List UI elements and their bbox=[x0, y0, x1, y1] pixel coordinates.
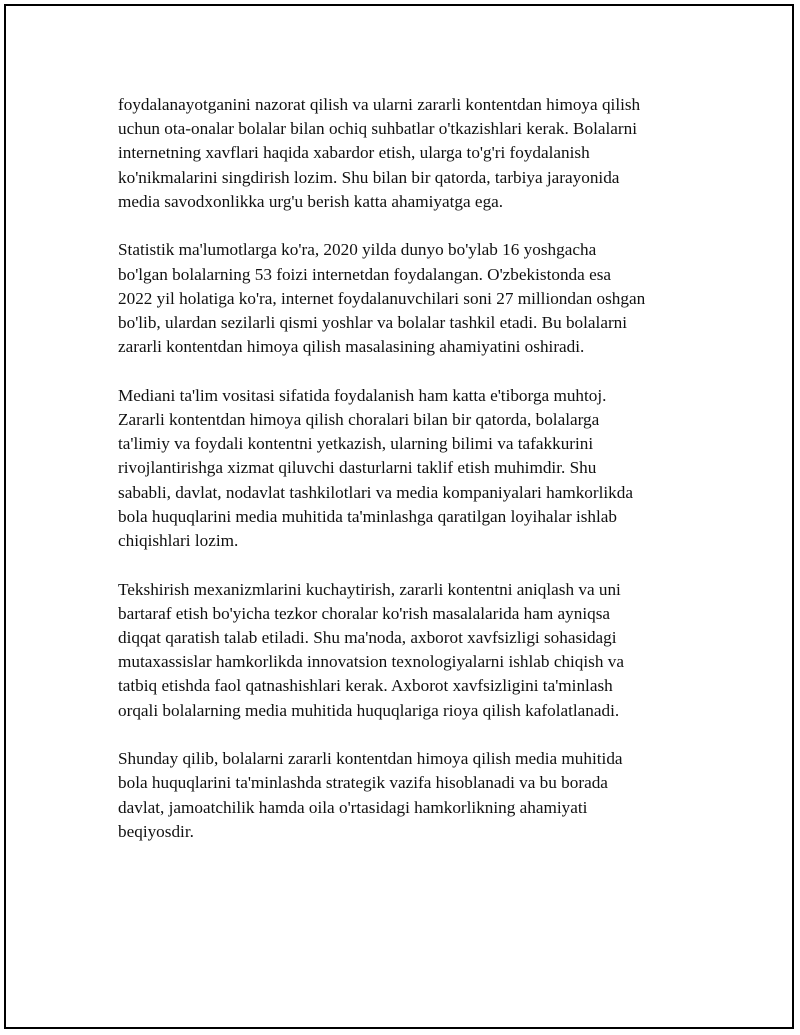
text-line: ko'nikmalarini singdirish lozim. Shu bilan bir qatorda, tarbiya jarayonida bbox=[118, 167, 620, 187]
text-line: bola huquqlarini ta'minlashda strategik vazifa hisoblanadi va bu borada bbox=[118, 773, 608, 793]
text-line: Zararli kontentdan himoya qilish choralari bilan bir qatorda, bolalarga bbox=[118, 410, 600, 430]
text-line: davlat, jamoatchilik hamda oila o'rtasidagi hamkorlikning ahamiyati bbox=[118, 797, 588, 817]
paragraph-5 bbox=[118, 747, 698, 844]
text-line: bartaraf etish bo'yicha tezkor choralar ko'rish masalalarida ham ayniqsa bbox=[118, 603, 611, 623]
text-line: foydalanayotganini nazorat qilish va ularni zararli kontentdan himoya qilish bbox=[118, 95, 641, 114]
text-line: tatbiq etishda faol qatnashishlari kerak. Axborot xavfsizligini ta'minlash bbox=[118, 676, 613, 696]
text-line: rivojlantirishga xizmat qiluvchi dasturlarni taklif etish muhimdir. Shu bbox=[118, 458, 597, 478]
text-line: bo'lgan bolalarning 53 foizi internetdan foydalangan. O'zbekistonda esa bbox=[118, 264, 612, 284]
text-line: Mediani ta'lim vositasi sifatida foydalanish ham katta e'tiborga muhtoj. bbox=[118, 385, 607, 405]
text-line: chiqishlari lozim. bbox=[118, 531, 239, 551]
document-body bbox=[118, 93, 698, 868]
text-line: Tekshirish mexanizmlarini kuchaytirish, zararli kontentni aniqlash va uni bbox=[118, 579, 621, 599]
paragraph-3 bbox=[118, 384, 698, 553]
text-line: orqali bolalarning media muhitida huquqlariga rioya qilish kafolatlanadi. bbox=[118, 700, 620, 720]
text-line: media savodxonlikka urg'u berish katta ahamiyatga ega. bbox=[118, 191, 504, 211]
text-line: 2022 yil holatiga ko'ra, internet foydalanuvchilari soni 27 milliondan oshgan bbox=[118, 288, 646, 308]
text-line: sababli, davlat, nodavlat tashkilotlari va media kompaniyalari hamkorlikda bbox=[118, 482, 633, 502]
paragraph-2 bbox=[118, 238, 698, 359]
text-line: ta'limiy va foydali kontentni yetkazish, ularning bilimi va tafakkurini bbox=[118, 434, 594, 454]
text-line: zararli kontentdan himoya qilish masalasining ahamiyatini oshiradi. bbox=[118, 337, 585, 357]
text-line: internetning xavflari haqida xabardor etish, ularga to'g'ri foydalanish bbox=[118, 143, 590, 163]
text-line: bo'lib, ulardan sezilarli qismi yoshlar va bolalar tashkil etadi. Bu bolalarni bbox=[118, 313, 628, 333]
text-line: diqqat qaratish talab etiladi. Shu ma'noda, axborot xavfsizligi sohasidagi bbox=[118, 628, 617, 648]
text-line: beqiyosdir. bbox=[118, 821, 194, 841]
text-line: bola huquqlarini media muhitida ta'minlashga qaratilgan loyihalar ishlab bbox=[118, 506, 618, 526]
paragraph-1 bbox=[118, 93, 698, 214]
text-line: Shunday qilib, bolalarni zararli kontentdan himoya qilish media muhitida bbox=[118, 749, 623, 769]
text-line: uchun ota-onalar bolalar bilan ochiq suhbatlar o'tkazishlari kerak. Bolalarni bbox=[118, 119, 638, 139]
text-line: Statistik ma'lumotlarga ko'ra, 2020 yilda dunyo bo'ylab 16 yoshgacha bbox=[118, 240, 597, 260]
paragraph-4 bbox=[118, 578, 698, 723]
text-line: mutaxassislar hamkorlikda innovatsion texnologiyalarni ishlab chiqish va bbox=[118, 652, 624, 672]
